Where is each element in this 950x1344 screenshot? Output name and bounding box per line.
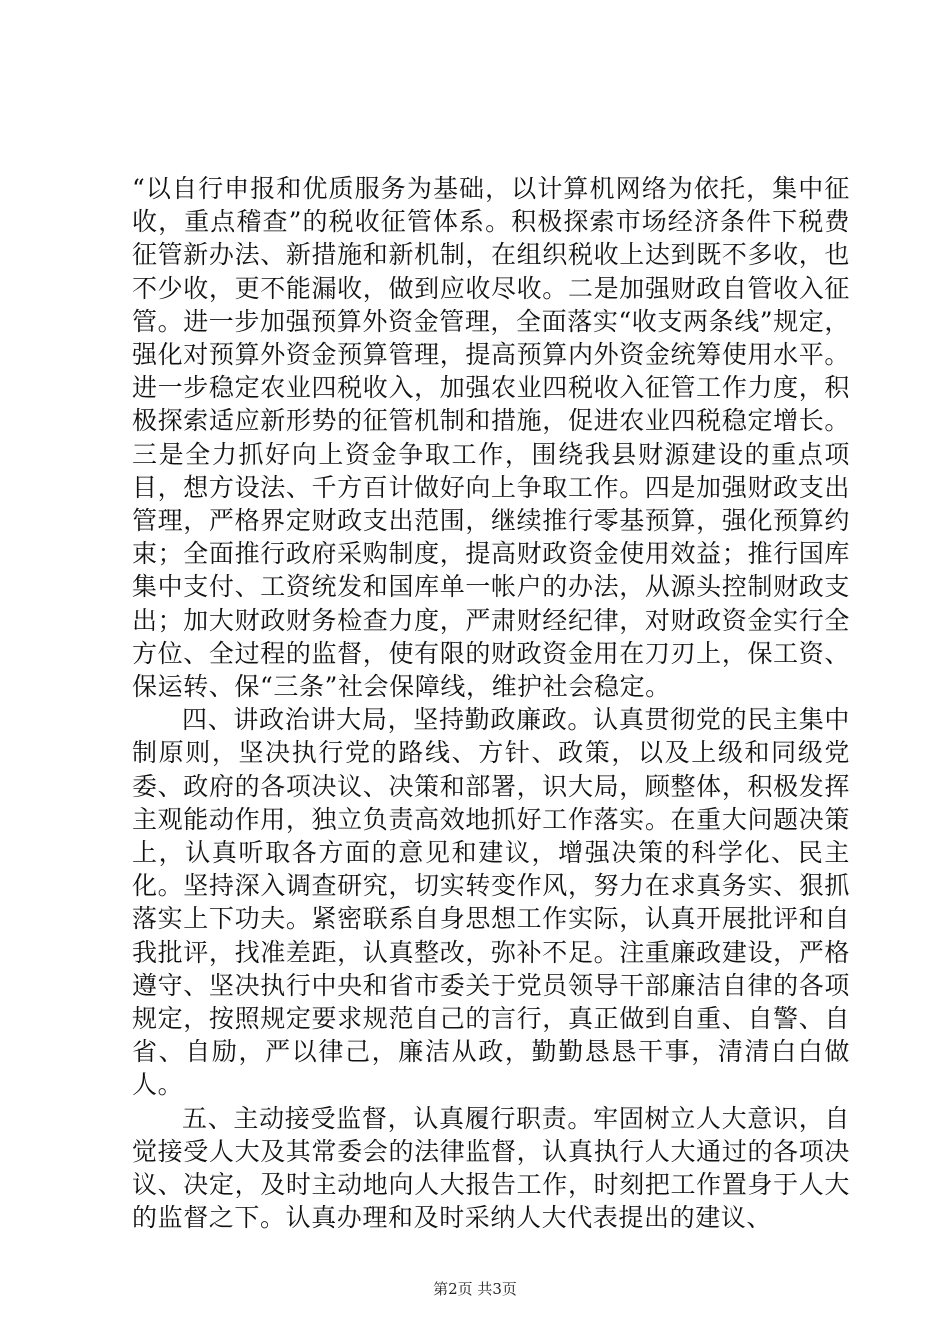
paragraph-section-four: 四、讲政治讲大局，坚持勤政廉政。认真贯彻党的民主集中制原则，坚决执行党的路线、方针、政策，以及上级和同级党委、政府的各项决议、决策和部署，识大局，顾整体，积极发挥主观能动作用，独立负责高效地抓好工作落实。在重大问题决策上，认真听取各方面的意见和建议，增强决策的科学化、民主化。坚持深入调查研究，切实转变作风，努力在求真务实、狠抓落实上下功夫。紧密联系自身思想工作实际，认真开展批评和自我批评，找准差距，认真整改，弥补不足。注重廉政建设，严格遵守、坚决执行中央和省市委关于党员领导干部廉洁自律的各项规定，按照规定要求规范自己的言行，真正做到自重、自警、自省、自励，严以律己，廉洁从政，勤勤恳恳干事，清清白白做人。 [132,705,850,1100]
paragraph-continued: “以自行申报和优质服务为基础，以计算机网络为依托，集中征收，重点稽查”的税收征管体系。积极探索市场经济条件下税费征管新办法、新措施和新机制，在组织税收上达到既不多收，也不少收，更不能漏收，做到应收尽收。二是加强财政自管收入征管。进一步加强预算外资金管理，全面落实“收支两条线”规定，强化对预算外资金预算管理，提高预算内外资金统筹使用水平。进一步稳定农业四税收入，加强农业四税收入征管工作力度，积极探索适应新形势的征管机制和措施，促进农业四税稳定增长。三是全力抓好向上资金争取工作，围绕我县财源建设的重点项目，想方设法、千方百计做好向上争取工作。四是加强财政支出管理，严格界定财政支出范围，继续推行零基预算，强化预算约束；全面推行政府采购制度，提高财政资金使用效益；推行国库集中支付、工资统发和国库单一帐户的办法，从源头控制财政支出；加大财政财务检查力度，严肃财经纪律，对财政资金实行全方位、全过程的监督，使有限的财政资金用在刀刃上，保工资、保运转、保“三条”社会保障线，维护社会稳定。 [132,174,850,702]
page-number-footer: 第2页 共3页 [433,1280,517,1298]
paragraph-section-five: 五、主动接受监督，认真履行职责。牢固树立人大意识，自觉接受人大及其常委会的法律监督，认真执行人大通过的各项决议、决定，及时主动地向人大报告工作，时刻把工作置身于人大的监督之下。认真办理和及时采纳人大代表提出的建议、 [132,1103,850,1233]
document-body [132,172,850,1235]
